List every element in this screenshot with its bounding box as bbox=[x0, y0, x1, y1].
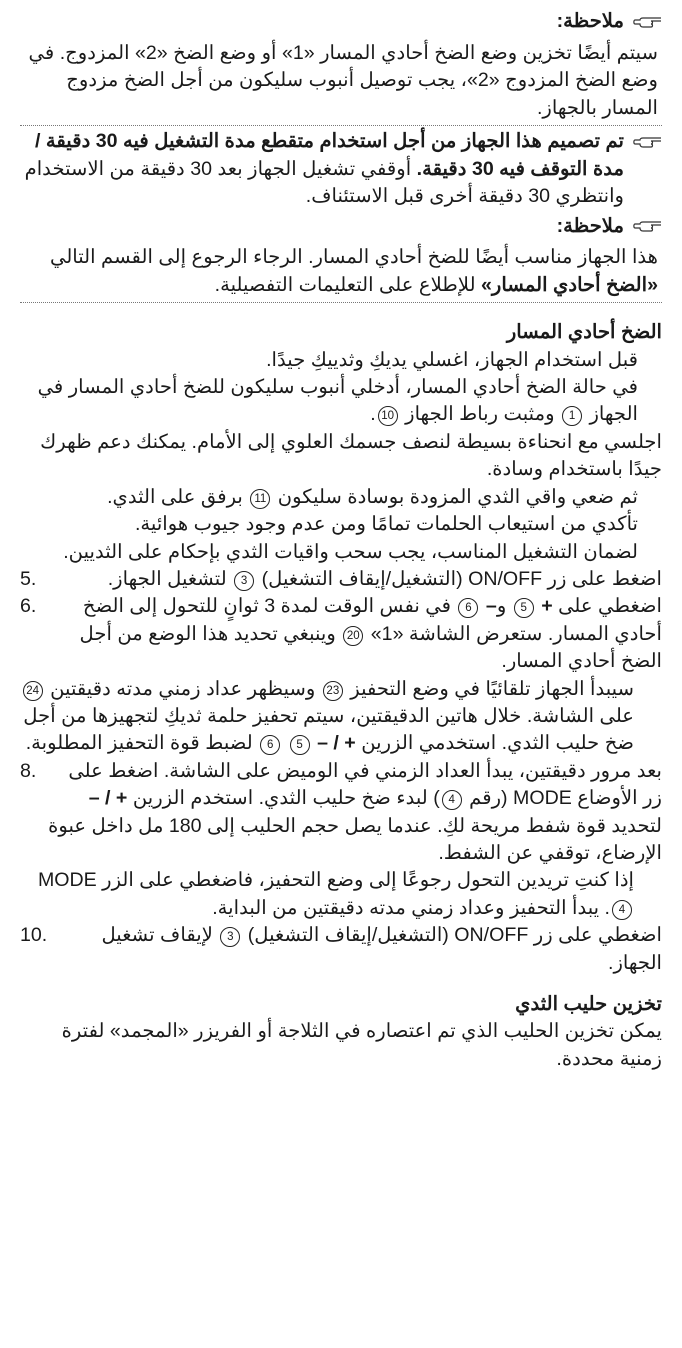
part-number-badge: 1 bbox=[562, 406, 582, 426]
pointing-hand-icon bbox=[632, 134, 662, 150]
part-number-badge: 4 bbox=[612, 900, 632, 920]
warning-bold-text: تم تصميم هذا الجهاز من أجل استخدام متقطع مدة التشغيل فيه 30 دقيقة / مدة التوقف فيه 30 دقيقة. bbox=[35, 130, 624, 180]
note-text: سيتم أيضًا تخزين وضع الضخ أحادي المسار «1» أو وضع الضخ «2» المزدوج. في وضع الضخ المزدوج «2»، يجب توصيل أنبوب سليكون من أجل الضخ مزدوج المسار بالجهاز. bbox=[28, 42, 658, 119]
step-text: لضبط قوة التحفيز المطلوبة. bbox=[25, 732, 253, 755]
step-paragraph bbox=[20, 676, 662, 758]
part-number-badge: 11 bbox=[250, 489, 270, 509]
step-text: سيبدأ الجهاز تلقائيًا في وضع التحفيز bbox=[350, 677, 634, 700]
part-number-badge: 23 bbox=[323, 681, 343, 701]
pointing-hand-icon bbox=[632, 218, 662, 234]
section-title: تخزين حليب الثدي bbox=[515, 993, 662, 1015]
step-paragraph bbox=[20, 511, 662, 538]
numbered-step bbox=[20, 566, 662, 593]
step-text: اضغطي على زر ON/OFF (التشغيل/إيقاف التشغيل) 3 لإيقاف تشغيل الجهاز. bbox=[101, 924, 662, 974]
step-text: إذا كنتِ تريدين التحول رجوعًا إلى وضع التحفيز، فاضغطي على الزر MODE bbox=[37, 869, 634, 892]
part-number-badge: 6 bbox=[458, 598, 478, 618]
note-text: للإطلاع على التعليمات التفصيلية. bbox=[214, 273, 482, 296]
step-text: تأكدي من استيعاب الحلمات تمامًا ومن عدم وجود جيوب هوائية. bbox=[134, 513, 638, 536]
part-number-badge: 24 bbox=[23, 681, 43, 701]
step-text: ثم ضعي واقي الثدي المزودة بوسادة سليكون bbox=[277, 485, 638, 508]
part-number-badge: 5 bbox=[514, 598, 534, 618]
numbered-step bbox=[20, 922, 662, 977]
step-text: ومثبت رباط الجهاز bbox=[405, 403, 555, 426]
step-paragraph bbox=[20, 374, 662, 429]
part-number-badge: 3 bbox=[234, 571, 254, 591]
plus-button-label: + bbox=[541, 595, 553, 618]
numbered-step bbox=[20, 758, 662, 868]
step-text: لضمان التشغيل المناسب، يجب سحب واقيات الثدي بإحكام على الثديين. bbox=[63, 540, 638, 563]
step-number: 5. bbox=[20, 567, 37, 590]
plus-minus-buttons-label: + / – bbox=[317, 732, 356, 755]
note-body bbox=[20, 38, 662, 126]
step-text: في حالة الضخ أحادي المسار، أدخلي أنبوب سليكون للضخ أحادي المسار في الجهاز bbox=[37, 376, 638, 426]
note-title: ملاحظة: bbox=[556, 10, 624, 33]
step-number: 10. bbox=[20, 924, 48, 947]
step-text: بعد مرور دقيقتين، يبدأ العداد الزمني في الوميض على الشاشة. اضغط على زر الأوضاع MODE (رقم 4) لبدء ضخ حليب الثدي. استخدم الزرين + / – لتحديد قوة شفط مريحة لكِ. عندما يصل حجم الحليب إلى 180 مل داخل عبوة الإرضاع، توقفي عن الشفط. bbox=[48, 759, 662, 864]
part-number-badge: 10 bbox=[378, 406, 398, 426]
plus-minus-buttons-label: + / – bbox=[88, 787, 128, 810]
minus-button-label: – bbox=[485, 595, 497, 618]
warning-text bbox=[20, 128, 624, 210]
note-body bbox=[20, 242, 662, 303]
step-number: 8. bbox=[20, 759, 37, 782]
step-text: برفق على الثدي. bbox=[107, 485, 243, 508]
step-text: وسيظهر عداد زمني مدته دقيقتين bbox=[50, 677, 316, 700]
step-paragraph bbox=[20, 347, 662, 374]
part-number-badge: 4 bbox=[442, 790, 462, 810]
part-number-badge: 20 bbox=[343, 626, 363, 646]
note-text: هذا الجهاز مناسب أيضًا للضخ أحادي المسار. الرجاء الرجوع إلى القسم التالي bbox=[50, 246, 658, 269]
part-number-badge: 6 bbox=[260, 735, 280, 755]
section-title: الضخ أحادي المسار bbox=[506, 321, 662, 344]
step-paragraph bbox=[20, 484, 662, 511]
step-text: . bbox=[370, 403, 376, 426]
section-reference: «الضخ أحادي المسار» bbox=[481, 273, 658, 296]
step-text: . يبدأ التحفيز وعداد زمني مدته دقيقتين من البداية. bbox=[212, 896, 610, 919]
note-heading bbox=[20, 210, 662, 242]
duty-cycle-warning bbox=[20, 128, 662, 210]
step-text: اجلسي مع انحناءة بسيطة لنصف جسمك العلوي إلى الأمام. يمكنك دعم ظهرك جيدًا باستخدام وسادة. bbox=[40, 430, 662, 481]
part-number-badge: 3 bbox=[220, 927, 240, 947]
warning-regular-text: أوقفي تشغيل الجهاز بعد 30 دقيقة من الاستخدام وانتظري 30 دقيقة أخرى قبل الاستئناف. bbox=[24, 157, 624, 208]
step-text: قبل استخدام الجهاز، اغسلي يديكِ وثدييكِ جيدًا. bbox=[266, 348, 638, 371]
step-paragraph bbox=[20, 539, 662, 566]
pointing-hand-icon bbox=[632, 14, 662, 30]
step-text: اضغط على زر ON/OFF (التشغيل/إيقاف التشغيل) 3 لتشغيل الجهاز. bbox=[107, 567, 662, 590]
part-number-badge: 5 bbox=[290, 735, 310, 755]
step-text: على الشاشة. خلال هاتين الدقيقتين، سيتم تحفيز حلمة ثديكِ لتجهيزها من أجل ضخ حليب الثدي. استخدمي الزرين bbox=[23, 704, 634, 755]
note-title: ملاحظة: bbox=[556, 214, 624, 237]
storage-paragraph: يمكن تخزين الحليب الذي تم اعتصاره في الثلاجة أو الفريزر «المجمد» لفترة زمنية محددة. bbox=[61, 1020, 662, 1070]
step-paragraph bbox=[20, 867, 662, 922]
numbered-step bbox=[20, 593, 662, 675]
step-paragraph bbox=[20, 429, 662, 484]
note-heading bbox=[20, 6, 662, 38]
step-text: اضغطي على + 5 و– 6 في نفس الوقت لمدة 3 ثوانٍ للتحول إلى الضخ أحادي المسار. ستعرض الشاشة «1» 20 وينبغي تحديد هذا الوضع من أجل الضخ أحادي المسار. bbox=[79, 595, 662, 673]
step-number: 6. bbox=[20, 595, 37, 618]
